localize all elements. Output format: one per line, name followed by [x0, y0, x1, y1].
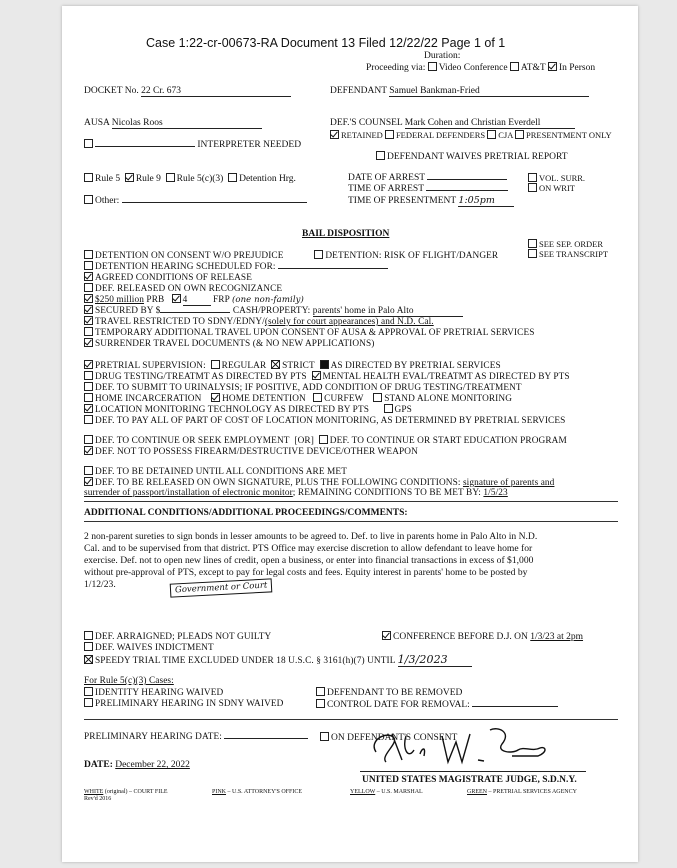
bail-row-hearing — [84, 261, 388, 272]
counsel-value: Mark Cohen and Christian Everdell — [405, 118, 575, 129]
in-person-checkbox — [548, 62, 557, 71]
ausa-value: Nicolas Roos — [112, 118, 262, 129]
prelim-date-label: PRELIMINARY HEARING DATE: — [84, 732, 222, 742]
comment-line-1: 2 non-parent sureties to sign bonds in lesser amounts to be agreed to. Def. to live in parents home in Palo Alto in N.D. — [84, 531, 538, 542]
secured-label: SECURED BY $ — [95, 306, 161, 316]
prelim-waived-row — [84, 698, 283, 709]
interpreter-line — [95, 146, 195, 147]
frp-label: FRP — [213, 295, 230, 305]
rule9-label: Rule 9 — [135, 174, 161, 184]
temp-travel-checkbox — [84, 327, 93, 336]
bail-row-pay — [84, 415, 565, 426]
rules-row — [84, 173, 296, 184]
comment-line-2: Cal. and to be supervised from that district. PTS Office may exercise discretion to allow defendant to leave home for — [84, 543, 533, 554]
education-label: DEF. TO CONTINUE OR START EDUCATION PROGRAM — [329, 436, 567, 446]
white-label: WHITE — [84, 789, 104, 795]
detained-label: DEF. TO BE DETAINED UNTIL ALL CONDITIONS ARE MET — [95, 467, 347, 477]
additional-title: ADDITIONAL CONDITIONS/ADDITIONAL PROCEEDINGS/COMMENTS: — [84, 508, 408, 518]
rev-label: Rev'd 2016 — [84, 796, 112, 802]
bail-row-temp-travel — [84, 327, 535, 338]
det-hearing-label: DETENTION HEARING SCHEDULED FOR: — [95, 262, 276, 272]
bail-row-agreed — [84, 272, 252, 283]
bail-row-detention — [84, 250, 498, 261]
bail-row-firearm — [84, 446, 418, 457]
arraigned-label: DEF. ARRAIGNED; PLEADS NOT GUILTY — [95, 632, 272, 642]
in-person-label: In Person — [558, 63, 596, 73]
identity-row — [84, 687, 223, 698]
presentment-row — [348, 195, 514, 207]
fed-defenders-checkbox — [385, 130, 394, 139]
pink-desc: – U.S. ATTORNEY'S OFFICE — [227, 789, 302, 795]
pay-label: DEF. TO PAY ALL OF PART OF COST OF LOCATION MONITORING, AS DETERMINED BY PRETRIAL SERVICES — [95, 416, 566, 426]
conference-checkbox — [382, 631, 391, 640]
presentment-only-checkbox — [515, 130, 524, 139]
urinalysis-checkbox — [84, 382, 93, 391]
bail-row-employment — [84, 435, 567, 446]
docket-row — [84, 86, 291, 97]
yellow-label: YELLOW — [350, 789, 376, 795]
judge-signature — [362, 722, 552, 770]
comment-line-4: without pre-approval of PTS, except to pay for legal costs and fees. Equity interest in parents' home to be posted by — [84, 567, 528, 578]
detained-checkbox — [84, 466, 93, 475]
comment-line-3: exercise. Def. not to open new lines of credit, open a business, or enter into financial transactions in excess of $1,000 — [84, 555, 534, 566]
presentment-label: TIME OF PRESENTMENT — [348, 196, 457, 206]
pay-checkbox — [84, 415, 93, 424]
waives-report-checkbox — [376, 151, 385, 160]
proceeding-label: Proceeding via: — [366, 63, 426, 73]
own-recog-label: DEF. RELEASED ON OWN RECOGNIZANCE — [95, 284, 283, 294]
det-consent-label: DETENTION ON CONSENT W/O PREJUDICE — [95, 251, 284, 261]
det-risk-checkbox — [314, 250, 323, 259]
gps-checkbox — [384, 404, 393, 413]
proc-row-waives — [84, 642, 214, 653]
travel-label: TRAVEL RESTRICTED TO SDNY/EDNY/ — [95, 317, 265, 327]
pretrial-checkbox — [84, 360, 93, 369]
other-label: Other: — [95, 196, 120, 206]
speedy-checkbox — [84, 655, 93, 664]
strict-checkbox — [271, 360, 280, 369]
vol-surr-label: VOL. SURR. — [539, 173, 586, 183]
prelim-waived-checkbox — [84, 698, 93, 707]
cja-label: CJA — [498, 130, 513, 140]
docket-value: 22 Cr. 673 — [141, 86, 291, 97]
identity-label: IDENTITY HEARING WAIVED — [95, 688, 224, 698]
waives-report-row — [376, 151, 568, 162]
duration-label: Duration: — [424, 51, 461, 61]
counsel-label: DEF.'S COUNSEL — [330, 118, 403, 128]
drug-label: DRUG TESTING/TREATMT AS DIRECTED BY PTS — [95, 372, 307, 382]
prelim-waived-label: PRELIMINARY HEARING IN SDNY WAIVED — [95, 699, 284, 709]
detention-hrg-label: Detention Hrg. — [239, 174, 296, 184]
education-checkbox — [319, 435, 328, 444]
drug-checkbox — [84, 371, 93, 380]
defendant-row — [330, 86, 589, 97]
employment-label: DEF. TO CONTINUE OR SEEK EMPLOYMENT — [95, 436, 290, 446]
own-sig-label: DEF. TO BE RELEASED ON OWN SIGNATURE, PLUS THE FOLLOWING CONDITIONS: — [95, 478, 461, 488]
arrest-time-row — [348, 184, 514, 195]
agreed-checkbox — [84, 272, 93, 281]
bail-row-location — [84, 404, 412, 415]
arrest-date-row — [348, 173, 514, 184]
home-incarc-label: HOME INCARCERATION — [95, 394, 202, 404]
retained-checkbox — [330, 130, 339, 139]
secured-line — [160, 312, 230, 313]
firearm-label: DEF. NOT TO POSSESS FIREARM/DESTRUCTIVE DEVICE/OTHER WEAPON — [95, 447, 418, 457]
bail-row-urinalysis — [84, 382, 522, 393]
on-writ-label: ON WRIT — [539, 183, 575, 193]
location-checkbox — [84, 404, 93, 413]
on-consent-label: ON DEFENDANT'S CONSENT — [331, 733, 458, 743]
interpreter-label: INTERPRETER NEEDED — [197, 140, 302, 150]
mental-label: MENTAL HEALTH EVAL/TREATMT AS DIRECTED BY PTS — [322, 372, 570, 382]
fed-defenders-label: FEDERAL DEFENDERS — [395, 130, 486, 140]
presentment-only-label: PRESENTMENT ONLY — [526, 130, 612, 140]
identity-checkbox — [84, 687, 93, 696]
counsel-type-row — [330, 130, 612, 140]
det-risk-label: DETENTION: RISK OF FLIGHT/DANGER — [325, 251, 499, 261]
rule9-checkbox — [125, 173, 134, 182]
as-directed-label: AS DIRECTED BY PRETRIAL SERVICES — [330, 361, 501, 371]
date-row — [84, 760, 190, 770]
date-value: December 22, 2022 — [115, 760, 190, 770]
docket-label: DOCKET No. — [84, 86, 139, 96]
travel-checkbox — [84, 316, 93, 325]
rule5-checkbox — [84, 173, 93, 182]
home-det-checkbox — [211, 393, 220, 402]
rule5c3-label: Rule 5(c)(3) — [176, 174, 224, 184]
arrest-date-line — [427, 179, 507, 180]
remaining-label: ; REMAINING CONDITIONS TO BE MET BY: — [292, 488, 481, 498]
home-incarc-checkbox — [84, 393, 93, 402]
secured-checkbox — [84, 305, 93, 314]
temp-travel-label: TEMPORARY ADDITIONAL TRAVEL UPON CONSENT OF AUSA & APPROVAL OF PRETRIAL SERVICES — [95, 328, 535, 338]
rule5c3-checkbox — [166, 173, 175, 182]
regular-checkbox — [211, 360, 220, 369]
additional-comments — [84, 531, 624, 591]
control-date-line — [472, 706, 558, 707]
waives-report-label: DEFENDANT WAIVES PRETRIAL REPORT — [387, 152, 568, 162]
cash-property-label: CASH/PROPERTY: — [232, 306, 311, 316]
see-sep-order-label: SEE SEP. ORDER — [539, 239, 603, 249]
arrest-time-line — [426, 190, 508, 191]
own-recog-checkbox — [84, 283, 93, 292]
handwritten-note: Government or Court — [170, 578, 273, 597]
other-checkbox — [84, 195, 93, 204]
divider-3 — [84, 719, 618, 720]
interpreter-checkbox — [84, 139, 93, 148]
frp-note: (one non-family) — [231, 295, 304, 305]
agreed-label: AGREED CONDITIONS OF RELEASE — [95, 273, 252, 283]
strict-label: STRICT — [282, 361, 315, 371]
presentment-value: 1:05pm — [458, 195, 514, 207]
bail-row-own-recog — [84, 283, 282, 294]
ausa-row — [84, 118, 262, 129]
on-consent-checkbox — [320, 732, 329, 741]
case-header: Case 1:22-cr-00673-RA Document 13 Filed 12/22/22 Page 1 of 1 — [146, 36, 506, 50]
rule5-label: Rule 5 — [95, 174, 121, 184]
judge-title: UNITED STATES MAGISTRATE JUDGE, S.D.N.Y. — [362, 775, 577, 785]
stand-alone-checkbox — [373, 393, 382, 402]
rule5-cases-row — [84, 676, 174, 686]
bail-row-surrender — [84, 338, 374, 349]
divider-1 — [84, 501, 618, 502]
conference-row — [382, 631, 583, 642]
removed-label: DEFENDANT TO BE REMOVED — [327, 688, 463, 698]
defendant-value: Samuel Bankman-Fried — [389, 86, 589, 97]
retained-label: RETAINED — [341, 130, 383, 140]
copy-pink — [212, 789, 302, 795]
date-label: DATE: — [84, 760, 113, 770]
frp-checkbox — [172, 294, 181, 303]
on-writ-checkbox — [528, 183, 537, 192]
video-checkbox — [428, 62, 437, 71]
see-sep-order-checkbox — [528, 239, 537, 248]
own-sig-value-2: surrender of passport/installation of electronic monitor — [84, 488, 293, 498]
surrender-checkbox — [84, 338, 93, 347]
remaining-date: 1/5/23 — [483, 488, 508, 498]
waives-indictment-label: DEF. WAIVES INDICTMENT — [95, 643, 214, 653]
mental-checkbox — [312, 371, 321, 380]
other-row — [84, 195, 307, 206]
surr-block — [528, 173, 585, 193]
att-label: AT&T — [520, 63, 546, 73]
bail-row-pretrial — [84, 360, 501, 371]
stand-alone-label: STAND ALONE MONITORING — [384, 394, 513, 404]
speedy-value: 1/3/2023 — [398, 653, 472, 667]
waives-indictment-checkbox — [84, 642, 93, 651]
counsel-row — [330, 118, 575, 129]
arrest-block — [348, 173, 514, 207]
det-hearing-line — [278, 268, 388, 269]
prb-label: PRB — [146, 295, 165, 305]
arrest-date-label: DATE OF ARREST — [348, 173, 425, 183]
rule5-cases-label: For Rule 5(c)(3) Cases: — [84, 676, 174, 686]
copy-yellow — [350, 789, 423, 795]
comment-line-5: 1/12/23. — [84, 579, 116, 590]
yellow-desc: – U.S. MARSHAL — [376, 789, 423, 795]
vol-surr-checkbox — [528, 173, 537, 182]
removed-checkbox — [316, 687, 325, 696]
video-label: Video Conference — [438, 63, 508, 73]
see-transcript-checkbox — [528, 249, 537, 258]
or-label: [OR] — [294, 436, 314, 446]
green-label: GREEN — [467, 789, 487, 795]
arrest-time-label: TIME OF ARREST — [348, 184, 424, 194]
bail-row-own-sig-2 — [84, 488, 508, 498]
green-desc: – PRETRIAL SERVICES AGENCY — [488, 789, 577, 795]
prelim-date-line — [224, 738, 308, 739]
location-label: LOCATION MONITORING TECHNOLOGY AS DIRECTED BY PTS — [95, 405, 369, 415]
detention-hrg-checkbox — [228, 173, 237, 182]
employment-checkbox — [84, 435, 93, 444]
bail-row-detained — [84, 466, 347, 477]
curfew-label: CURFEW — [324, 394, 364, 404]
prelim-date-row — [84, 732, 308, 742]
defendant-label: DEFENDANT — [330, 86, 387, 96]
frp-count: 4 — [183, 295, 211, 306]
bail-see-block — [528, 239, 608, 259]
pink-label: PINK — [212, 789, 227, 795]
conference-label: CONFERENCE BEFORE D.J. ON — [393, 632, 528, 642]
urinalysis-label: DEF. TO SUBMIT TO URINALYSIS; IF POSITIVE, ADD CONDITION OF DRUG TESTING/TREATMENT — [95, 383, 522, 393]
firearm-checkbox — [84, 446, 93, 455]
cja-checkbox — [487, 130, 496, 139]
document-page — [62, 6, 638, 862]
judge-line — [360, 771, 586, 772]
arraigned-checkbox — [84, 631, 93, 640]
amount-value: $250 million — [95, 295, 144, 305]
regular-label: REGULAR — [221, 361, 267, 371]
bail-row-drug — [84, 371, 570, 382]
amount-checkbox — [84, 294, 93, 303]
divider-2 — [84, 521, 618, 522]
property-value: parents' home in Palo Alto — [313, 306, 463, 317]
travel-value: (solely for court appearances) and N.D. Cal. — [264, 317, 434, 327]
bail-row-own-sig — [84, 477, 554, 488]
see-transcript-label: SEE TRANSCRIPT — [539, 249, 609, 259]
other-line — [122, 202, 307, 203]
proc-row-arraigned — [84, 631, 271, 642]
own-sig-value-1: signature of parents and — [462, 478, 555, 488]
as-directed-checkbox — [320, 360, 329, 369]
att-checkbox — [510, 62, 519, 71]
bail-row-travel — [84, 316, 434, 327]
det-consent-checkbox — [84, 250, 93, 259]
det-hearing-checkbox — [84, 261, 93, 270]
proceeding-via — [366, 62, 595, 73]
bail-row-home — [84, 393, 512, 404]
own-sig-checkbox — [84, 477, 93, 486]
control-date-label: CONTROL DATE FOR REMOVAL: — [327, 700, 470, 710]
removal-block — [316, 687, 558, 711]
gps-label: GPS — [394, 405, 412, 415]
copy-white — [84, 789, 168, 795]
pretrial-label: PRETRIAL SUPERVISION: — [95, 361, 206, 371]
bail-title: BAIL DISPOSITION — [302, 229, 390, 239]
white-desc: (original) – COURT FILE — [104, 789, 168, 795]
home-det-label: HOME DETENTION — [222, 394, 306, 404]
curfew-checkbox — [313, 393, 322, 402]
speedy-label: SPEEDY TRIAL TIME EXCLUDED UNDER 18 U.S.C. § 3161(h)(7) UNTIL — [95, 656, 396, 666]
proc-row-speedy — [84, 653, 472, 667]
interpreter-row — [84, 139, 301, 150]
surrender-label: SURRENDER TRAVEL DOCUMENTS (& NO NEW APPLICATIONS) — [95, 339, 375, 349]
conference-value: 1/3/23 at 2pm — [530, 632, 584, 642]
control-date-checkbox — [316, 699, 325, 708]
ausa-label: AUSA — [84, 118, 110, 128]
copy-green — [467, 789, 577, 795]
